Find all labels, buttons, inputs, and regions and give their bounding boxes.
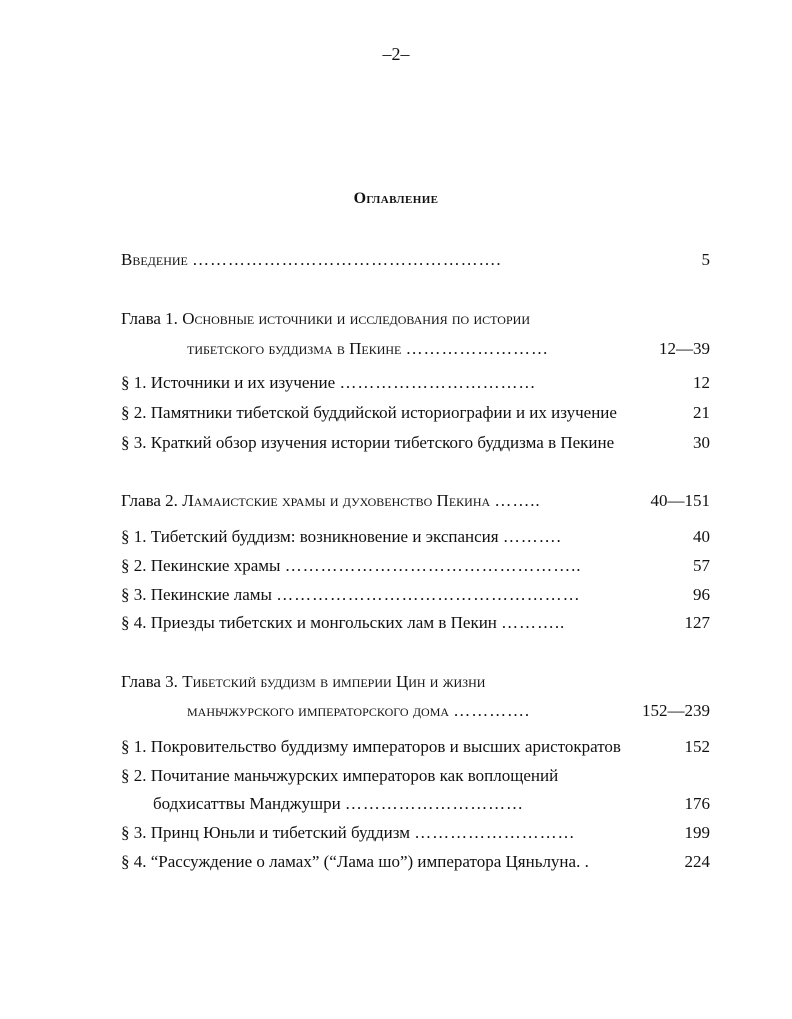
toc-section-label: § 1. Покровительство буддизму императоров и высших аристократов xyxy=(121,737,621,756)
toc-section xyxy=(121,822,575,844)
toc-page-number: 21 xyxy=(693,403,710,422)
toc-leader-dots: ………. xyxy=(502,527,562,546)
toc-section-label-cont: бодхисаттвы Манджушри xyxy=(153,794,341,813)
toc-leader-dots: …………………… xyxy=(405,339,549,358)
toc-leader-dots: ……….. xyxy=(501,613,566,632)
toc-title: Оглавление xyxy=(353,190,439,207)
toc-leader-dots: …….. xyxy=(494,491,541,510)
toc-leader-dots: ……………………… xyxy=(414,823,576,842)
toc-section-label: § 3. Принц Юньли и тибетский буддизм xyxy=(121,823,411,842)
toc-entry-label: Введение xyxy=(121,250,188,269)
toc-section-label: § 1. Тибетский буддизм: возникновение и экспансия xyxy=(121,527,499,546)
toc-chapter-title: Основные источники и исследования по истории xyxy=(182,309,530,328)
toc-leader-dots: ………………………… xyxy=(344,794,524,813)
toc-section xyxy=(121,612,565,634)
toc-page-number: 5 xyxy=(701,250,710,269)
toc-section xyxy=(121,432,614,454)
toc-page-number: 12—39 xyxy=(659,339,710,358)
toc-page-number: 152 xyxy=(684,737,710,756)
toc-leader-dots: ………………………………………….. xyxy=(284,556,582,575)
toc-chapter-title-cont: маньчжурского императорского дома xyxy=(187,701,450,720)
toc-leader-dots: …………. xyxy=(453,701,531,720)
toc-page-number: 40—151 xyxy=(650,491,710,510)
toc-chapter-prefix: Глава 3. xyxy=(121,672,183,691)
toc-page-number: 96 xyxy=(693,585,710,604)
toc-chapter-3-cont xyxy=(187,700,530,722)
toc-chapter-title: Ламаистские храмы и духовенство Пекина xyxy=(182,491,491,510)
toc-section-label: § 3. Краткий обзор изучения истории тибетского буддизма в Пекине xyxy=(121,433,615,452)
toc-section-label: § 2. Почитание маньчжурских императоров как воплощений xyxy=(121,766,559,785)
toc-page-number: 57 xyxy=(693,556,710,575)
toc-chapter-2 xyxy=(121,490,541,512)
page-number: –2– xyxy=(382,44,410,64)
toc-leader-dots: …………………………… xyxy=(339,373,537,392)
toc-chapter-title-cont: тибетского буддизма в Пекине xyxy=(187,339,402,358)
toc-page-number: 127 xyxy=(684,613,710,632)
toc-section-label: § 2. Пекинские храмы xyxy=(121,556,281,575)
toc-section-cont xyxy=(153,793,524,815)
toc-page-number: 224 xyxy=(684,852,710,871)
toc-chapter-3 xyxy=(121,671,485,693)
toc-chapter-title: Тибетский буддизм в империи Цин и жизни xyxy=(182,672,486,691)
toc-section xyxy=(121,736,621,758)
toc-section-label: § 1. Источники и их изучение xyxy=(121,373,336,392)
toc-chapter-1 xyxy=(121,308,530,330)
toc-chapter-prefix: Глава 2. xyxy=(121,491,183,510)
toc-section xyxy=(121,584,581,606)
toc-section-label: § 3. Пекинские ламы xyxy=(121,585,272,604)
toc-section xyxy=(121,851,589,873)
toc-leader-dots: …………………………………………… xyxy=(276,585,581,604)
toc-section xyxy=(121,402,617,424)
toc-page-number: 199 xyxy=(684,823,710,842)
toc-page-number: 152—239 xyxy=(642,701,710,720)
toc-leader-dots: ……………………………………………. xyxy=(192,250,502,269)
toc-entry-intro xyxy=(121,249,502,271)
toc-section xyxy=(121,372,536,394)
toc-section xyxy=(121,526,562,548)
toc-page-number: 30 xyxy=(693,433,710,452)
toc-section-label: § 4. Приезды тибетских и монгольских лам в Пекин xyxy=(121,613,497,632)
toc-chapter-prefix: Глава 1. xyxy=(121,309,183,328)
toc-section-label: § 2. Памятники тибетской буддийской историографии и их изучение xyxy=(121,403,617,422)
toc-section-label: § 4. “Рассуждение о ламах” (“Лама шо”) императора Цяньлуна. . xyxy=(121,852,589,871)
toc-page-number: 176 xyxy=(684,794,710,813)
toc-page-number: 12 xyxy=(693,373,710,392)
toc-page-number: 40 xyxy=(693,527,710,546)
toc-section xyxy=(121,765,558,787)
toc-section xyxy=(121,555,581,577)
toc-chapter-1-cont xyxy=(187,338,549,360)
